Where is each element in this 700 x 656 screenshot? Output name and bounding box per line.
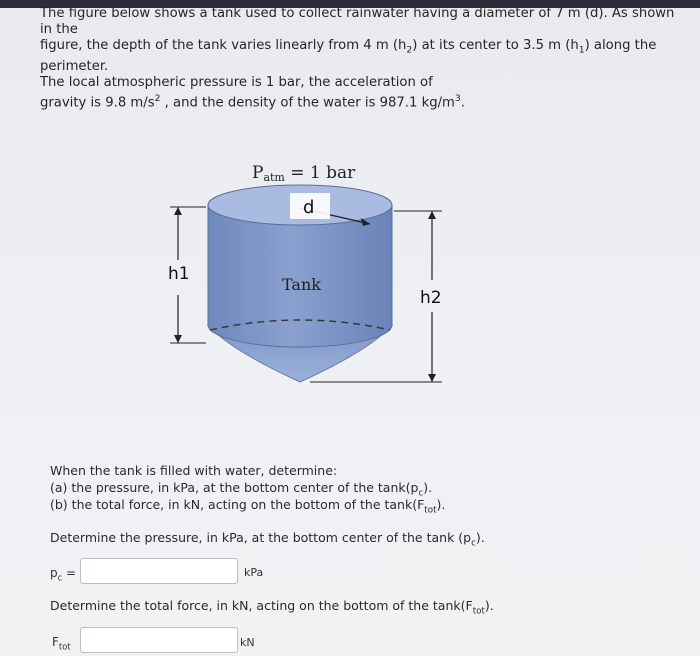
pc-answer-label: $p_c$ = [50,566,77,583]
intro-line-2: figure, the depth of the tank varies linearly from 4 m $(h_2)$ at its center to 3.5 m $(h_1)$ along the perimeter. [40,38,657,74]
tank-figure [150,150,470,390]
d-label: d [303,197,315,218]
question-intro: When the tank is filled with water, determine: [50,463,338,478]
problem-statement [40,6,690,111]
h2-label: h2 [420,288,442,308]
pc-answer-input[interactable] [80,558,238,584]
intro-line-1: The figure below shows a tank used to collect rainwater having a diameter of 7 m (d). As shown in the [40,6,675,37]
patm-label: Patm = 1 bar [252,163,356,184]
pc-unit: kPa [244,566,264,579]
prompt-force: Determine the total force, in kN, acting on the bottom of the $\tan k(F_{tot})$. [50,598,494,617]
ftot-answer-label: $F_{tot}$ [52,635,71,652]
ftot-answer-input[interactable] [80,627,238,653]
question-part-a: (a) the pressure, in kPa, at the bottom center of the $\tan k(p_c)$. [50,480,433,499]
prompt-pressure: Determine the pressure, in kPa, at the bottom center of the tank $(p_c)$. [50,530,485,549]
question-part-b: (b) the total force, in kN, acting on the bottom of the $\tan k(F_{tot})$. [50,497,446,516]
intro-line-3: The local atmospheric pressure is 1 bar, the acceleration of [40,74,433,90]
tank-label: Tank [282,275,321,294]
intro-line-4: gravity is 9.8 $m/s^2$ , and the density of the water is 987.1 $kg/m^3$. [40,92,465,111]
h1-label: h1 [168,264,190,284]
ftot-unit: kN [240,636,255,649]
